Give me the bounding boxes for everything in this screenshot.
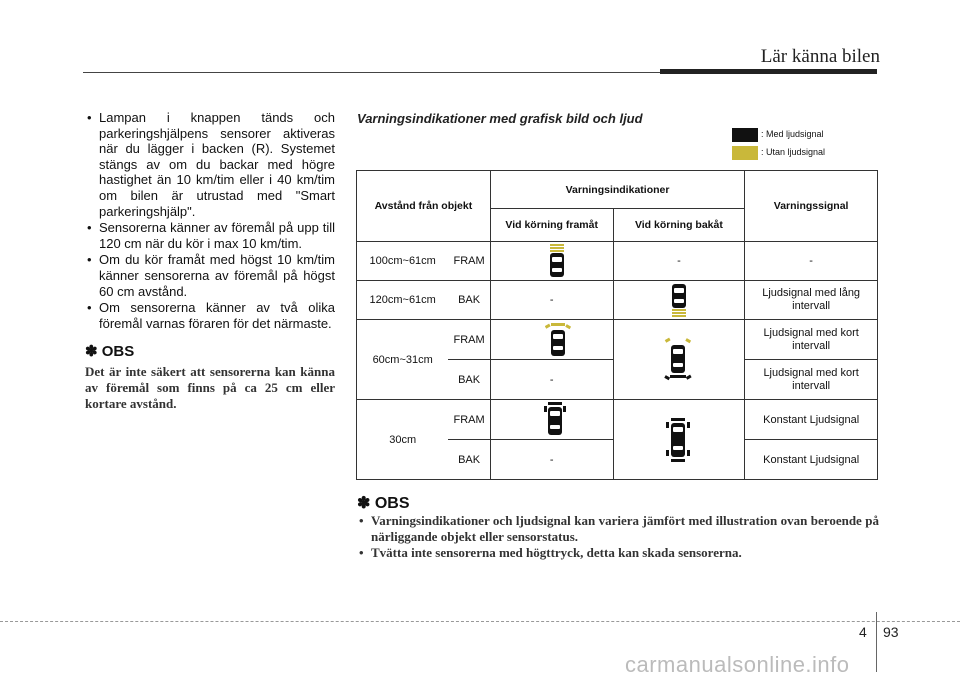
- legend-swatch-without-sound: [732, 146, 758, 160]
- forward-cell: [490, 242, 613, 281]
- list-item-text: Varningsindikationer och ljudsignal kan variera jämfört med illustration ovan beroende på närliggande objekt eller sensorstatus.: [371, 513, 879, 544]
- obs-heading: ✽ OBS: [357, 495, 410, 512]
- chapter-number: 4: [859, 624, 867, 640]
- legend-label-with-sound: : Med ljudsignal: [761, 129, 824, 139]
- signal-cell: Ljudsignal med kort intervall: [745, 320, 878, 360]
- car-front-sensor-icon: [547, 244, 567, 278]
- list-item: • Om sensorerna känner av två olika föremål varnas föraren för det närmaste.: [85, 300, 335, 331]
- backward-cell: [613, 400, 745, 480]
- page-header-title: Lär känna bilen: [760, 46, 880, 67]
- table-row: [357, 320, 878, 360]
- distance-cell: 30cm: [357, 400, 449, 480]
- backward-cell: -: [613, 242, 745, 281]
- watermark: carmanualsonline.info: [625, 652, 850, 677]
- forward-cell: -: [490, 440, 613, 480]
- header-forward: Vid körning framåt: [490, 209, 613, 242]
- list-item: • Varningsindikationer och ljudsignal kan variera jämfört med illustration ovan beroende på närliggande objekt eller sensorstatus.: [359, 513, 879, 544]
- forward-cell: [490, 400, 613, 440]
- obs-text: Det är inte säkert att sensorerna kan känna av föremål som finns på ca 25 cm eller kortare avstånd.: [85, 363, 335, 411]
- bullet-list: [85, 110, 335, 331]
- list-item: • Tvätta inte sensorerna med högttryck, detta kan skada sensorerna.: [359, 545, 742, 560]
- header-rule-thick: [660, 69, 877, 74]
- signal-cell: -: [745, 242, 878, 281]
- legend-label-without-sound: : Utan ljudsignal: [761, 147, 826, 157]
- backward-cell: [613, 320, 745, 400]
- signal-cell: Ljudsignal med kort intervall: [745, 360, 878, 400]
- table-row: [357, 400, 878, 440]
- direction-cell: BAK: [448, 440, 490, 480]
- section-title: Varningsindikationer med grafisk bild och ljud: [357, 111, 643, 126]
- obs-heading: ✽ OBS: [85, 343, 135, 361]
- car-front-sensor-icon: [544, 402, 566, 438]
- header-rule: [83, 72, 661, 73]
- list-item-text: Tvätta inte sensorerna med högttryck, detta kan skada sensorerna.: [371, 545, 742, 560]
- obs-bullets: [357, 513, 879, 561]
- direction-cell: FRAM: [448, 320, 490, 360]
- direction-cell: FRAM: [448, 400, 490, 440]
- signal-cell: Konstant Ljudsignal: [745, 440, 878, 480]
- direction-cell: BAK: [448, 360, 490, 400]
- car-rear-sensor-icon: [669, 283, 689, 317]
- table-row: [357, 281, 878, 320]
- forward-cell: [490, 320, 613, 360]
- header-distance: Avstånd från objekt: [357, 171, 491, 242]
- table-row: [357, 242, 878, 281]
- direction-cell: BAK: [448, 281, 490, 320]
- signal-cell: Konstant Ljudsignal: [745, 400, 878, 440]
- distance-cell: 60cm~31cm: [357, 320, 449, 400]
- forward-cell: -: [490, 360, 613, 400]
- left-column: [85, 110, 335, 412]
- footer-divider: [876, 612, 877, 672]
- signal-cell: Ljudsignal med lång intervall: [745, 281, 878, 320]
- header-signal: Varningssignal: [745, 171, 878, 242]
- list-item: • Om du kör framåt med högst 10 km/tim känner sensorerna av föremål på högst 60 cm avstånd.: [85, 252, 335, 299]
- forward-cell: -: [490, 281, 613, 320]
- header-indications: Varningsindikationer: [490, 171, 744, 209]
- car-front-sensor-icon: [545, 322, 571, 358]
- list-item: • Sensorerna känner av föremål på upp till 120 cm när du kör i max 10 km/tim.: [85, 220, 335, 251]
- footer-rule: [0, 621, 960, 623]
- car-all-sensors-icon: [666, 418, 690, 462]
- direction-cell: FRAM: [448, 242, 490, 281]
- header-backward: Vid körning bakåt: [613, 209, 745, 242]
- legend-swatch-with-sound: [732, 128, 758, 142]
- distance-cell: 120cm~61cm: [357, 281, 449, 320]
- warning-table: [356, 170, 878, 480]
- distance-cell: 100cm~61cm: [357, 242, 449, 281]
- list-item: • Lampan i knappen tänds och parkeringshjälpens sensorer aktiveras när du lägger i backen (R). Systemet stängs av om du backar med högre hastighet än 10 km/tim eller i 40 km/tim om bilen är utrustad med "Smart parkeringshjälp".: [85, 110, 335, 219]
- car-all-sensors-icon: [664, 336, 692, 384]
- page-number: 93: [883, 624, 899, 640]
- backward-cell: [613, 281, 745, 320]
